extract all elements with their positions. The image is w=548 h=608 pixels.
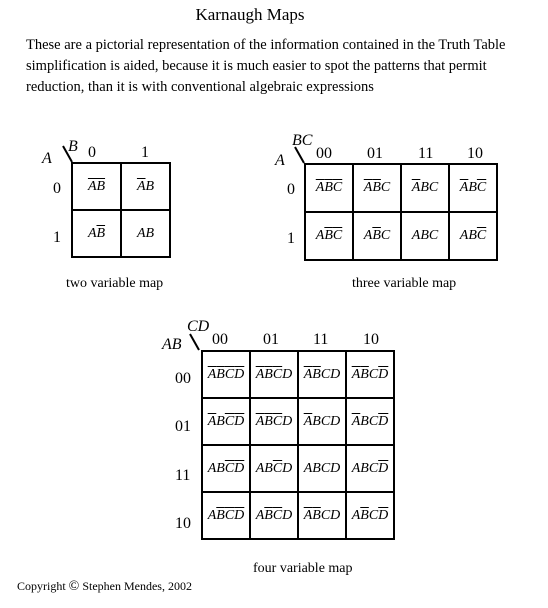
cell-term: A [255,507,265,523]
cell-term: C [428,228,439,243]
cell-term: $\overline{C}$ [224,460,235,476]
row-label: 10 [175,515,191,532]
cell-term: $\overline{B}$ [312,507,321,523]
cell-term: $\overline{A}$ [303,413,313,429]
cell-term: $\overline{C}$ [332,228,343,243]
row-variable-label: AB [162,336,182,353]
map-cell [306,165,354,213]
cell-term: A [303,460,313,476]
cell-term: D [282,507,293,523]
cell-term: D [330,460,341,476]
cell-term: A [87,225,97,241]
map-cell [122,164,171,211]
cell-term: $\overline{D}$ [378,366,389,382]
cell-term: $\overline{A}$ [303,366,313,382]
cell-term: $\overline{D}$ [378,460,389,476]
column-label: 10 [363,331,379,348]
intro-line-2: simplification is aided, because it is much easier to spot the patterns that permit [26,58,487,74]
column-label: 1 [141,144,149,161]
column-variable-label: CD [187,318,210,335]
column-variable-label: BC [292,132,313,149]
column-label: 01 [367,145,383,162]
copyright-holder: Stephen Mendes, 2002 [79,579,192,593]
copyright-prefix: Copyright [17,579,69,593]
cell-term: $\overline{B}$ [264,507,273,523]
intro-paragraph [26,35,541,98]
cell-term: $\overline{B}$ [264,413,273,429]
cell-term: $\overline{D}$ [378,413,389,429]
cell-term: $\overline{D}$ [234,507,245,523]
cell-term: D [330,413,341,429]
cell-term: $\overline{B}$ [96,178,106,194]
cell-term: C [428,180,439,195]
cell-term: A [459,228,469,243]
map-cell [122,211,171,258]
column-label: 00 [212,331,228,348]
three-variable-map [272,130,512,270]
cell-term: $\overline{C}$ [224,413,235,429]
column-label: 11 [418,145,434,162]
cell-term: B [360,460,369,476]
cell-term: C [368,460,379,476]
map-cell [251,352,299,399]
cell-term: A [351,460,361,476]
row-label: 1 [287,230,295,247]
cell-term: A [351,507,361,523]
cell-term: $\overline{A}$ [303,507,313,523]
cell-term: $\overline{B}$ [324,228,333,243]
column-label: 10 [467,145,483,162]
map-cell [354,165,402,213]
map-cell [347,399,395,446]
cell-term: $\overline{C}$ [272,366,283,382]
three-variable-map-caption: three variable map [352,276,457,291]
cell-term: B [312,413,321,429]
map-grid [304,163,498,261]
row-variable-label: A [42,150,52,167]
map-cell [299,493,347,540]
map-cell [203,446,251,493]
cell-term: $\overline{B}$ [372,180,381,195]
cell-term: $\overline{A}$ [207,413,217,429]
map-cell [203,399,251,446]
row-label: 00 [175,370,191,387]
row-label: 0 [53,180,61,197]
page-title: Karnaugh Maps [195,5,305,24]
cell-term: $\overline{B}$ [372,228,381,243]
cell-term: $\overline{C}$ [332,180,343,195]
row-variable-label: A [275,152,285,169]
cell-term: B [420,228,429,243]
map-cell [299,399,347,446]
cell-term: $\overline{B}$ [360,507,369,523]
cell-term: $\overline{C}$ [476,180,487,195]
cell-term: $\overline{A}$ [255,413,265,429]
cell-term: B [216,460,225,476]
cell-term: B [312,460,321,476]
cell-term: A [411,228,421,243]
map-grid [201,350,395,540]
cell-term: A [363,228,373,243]
map-cell [251,399,299,446]
column-variable-label: B [68,138,78,155]
cell-term: $\overline{B}$ [96,225,106,241]
cell-term: $\overline{B}$ [360,366,369,382]
cell-term: $\overline{A}$ [315,180,325,195]
cell-term: $\overline{A}$ [207,366,217,382]
map-cell [354,213,402,261]
copyright-symbol-icon: © [68,579,80,594]
cell-term: $\overline{D}$ [378,507,389,523]
two-variable-map-caption: two variable map [66,276,164,291]
cell-term: B [468,228,477,243]
cell-term: B [145,178,155,194]
four-variable-map [160,318,410,548]
map-cell [347,446,395,493]
cell-term: $\overline{B}$ [324,180,333,195]
cell-term: A [136,225,146,241]
cell-term: A [255,460,265,476]
map-cell [203,352,251,399]
cell-term: C [368,366,379,382]
row-label: 0 [287,181,295,198]
cell-term: C [368,507,379,523]
four-variable-map-caption: four variable map [253,561,353,576]
cell-term: A [315,228,325,243]
cell-term: $\overline{C}$ [476,228,487,243]
cell-term: $\overline{A}$ [363,180,373,195]
cell-term: D [330,507,341,523]
map-cell [299,352,347,399]
cell-term: $\overline{B}$ [216,507,225,523]
column-label: 01 [263,331,279,348]
map-cell [347,352,395,399]
intro-line-3: reduction, than it is with conventional algebraic expressions [26,79,374,95]
cell-term: $\overline{B}$ [216,366,225,382]
cell-term: D [282,413,293,429]
cell-term: $\overline{B}$ [264,366,273,382]
cell-term: D [330,366,341,382]
column-label: 00 [316,145,332,162]
cell-term: $\overline{C}$ [272,413,283,429]
cell-term: B [145,225,155,241]
cell-term: $\overline{A}$ [255,366,265,382]
cell-term: $\overline{A}$ [411,180,421,195]
cell-term: C [320,460,331,476]
map-cell [402,213,450,261]
cell-term: C [368,413,379,429]
cell-term: $\overline{A}$ [351,413,361,429]
cell-term: $\overline{C}$ [224,366,235,382]
map-cell [251,446,299,493]
cell-term: $\overline{C}$ [272,507,283,523]
cell-term: B [360,413,369,429]
map-cell [73,211,122,258]
row-label: 01 [175,418,191,435]
map-cell [73,164,122,211]
cell-term: $\overline{C}$ [224,507,235,523]
cell-term: C [320,507,331,523]
cell-term: D [282,460,293,476]
cell-term: $\overline{A}$ [87,178,97,194]
column-label: 0 [88,144,96,161]
cell-term: $\overline{A}$ [459,180,469,195]
cell-term: C [320,413,331,429]
map-cell [203,493,251,540]
cell-term: B [216,413,225,429]
map-grid [71,162,171,258]
map-cell [450,165,498,213]
column-label: 11 [313,331,329,348]
cell-term: $\overline{D}$ [234,366,245,382]
cell-term: $\overline{A}$ [351,366,361,382]
row-label: 1 [53,229,61,246]
two-variable-map [40,138,180,266]
intro-line-1: These are a pictorial representation of the information contained in the Truth Table [26,37,506,53]
map-cell [402,165,450,213]
cell-term: C [320,366,331,382]
cell-term: $\overline{B}$ [312,366,321,382]
map-cell [251,493,299,540]
cell-term: $\overline{A}$ [136,178,146,194]
row-label: 11 [175,467,191,484]
cell-term: $\overline{D}$ [234,413,245,429]
map-cell [306,213,354,261]
map-cell [450,213,498,261]
cell-term: B [468,180,477,195]
cell-term: B [264,460,273,476]
cell-term: D [282,366,293,382]
cell-term: B [420,180,429,195]
map-cell [299,446,347,493]
map-cell [347,493,395,540]
copyright-notice [17,579,192,595]
cell-term: $\overline{C}$ [272,460,283,476]
cell-term: A [207,507,217,523]
cell-term: C [380,180,391,195]
cell-term: A [207,460,217,476]
cell-term: $\overline{D}$ [234,460,245,476]
cell-term: C [380,228,391,243]
